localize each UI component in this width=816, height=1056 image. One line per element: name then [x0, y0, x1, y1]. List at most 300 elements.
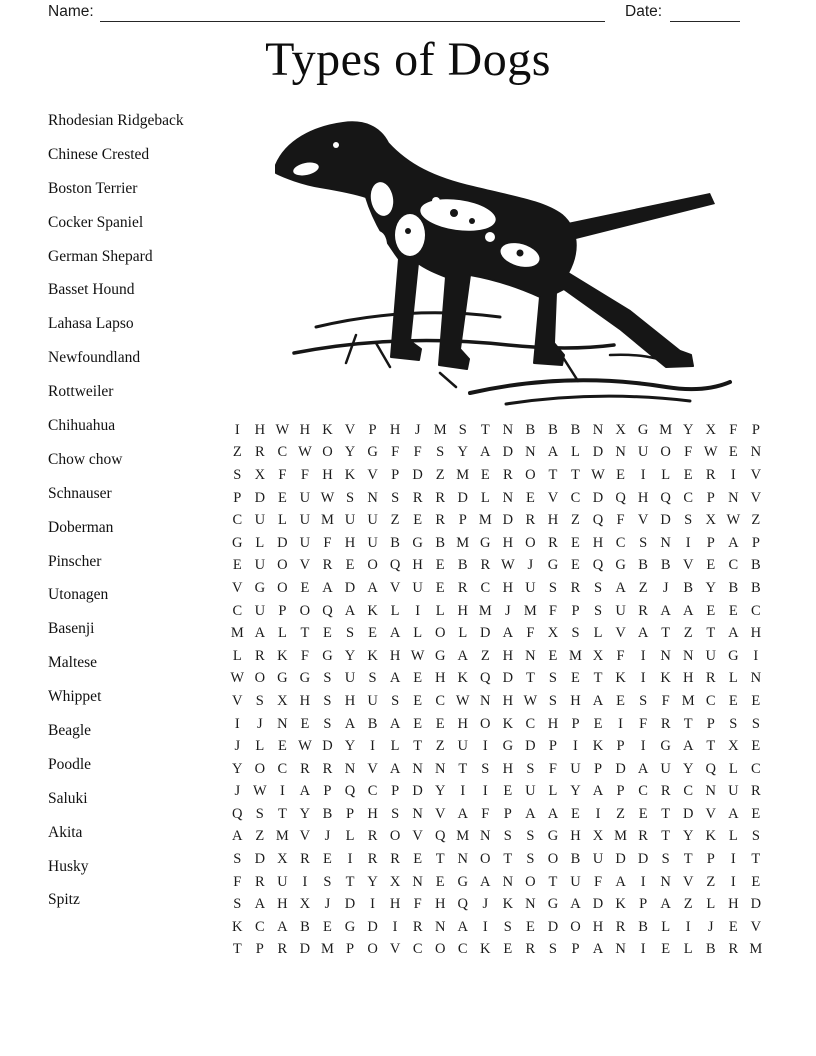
grid-cell: V [367, 760, 378, 777]
grid-cell: A [728, 534, 739, 551]
grid-cell: M [749, 941, 763, 958]
grid-cell: X [547, 625, 559, 642]
grid-cell: H [570, 692, 581, 709]
grid-cell: N [480, 692, 491, 709]
grid-cell: F [413, 896, 422, 913]
grid-cell: A [728, 625, 739, 642]
grid-cell: C [751, 760, 761, 777]
grid-cell: E [413, 715, 423, 732]
grid-cell: U [412, 579, 423, 596]
grid-cell: N [412, 873, 423, 890]
grid-cell: F [593, 873, 603, 890]
grid-cell: H [502, 579, 514, 596]
grid-cell: F [661, 692, 670, 709]
grid-cell: E [232, 557, 242, 574]
grid-cell: L [390, 602, 400, 619]
grid-cell: Z [435, 466, 445, 483]
grid-cell: Q [592, 557, 604, 574]
grid-cell: Z [751, 512, 761, 529]
grid-cell: N [502, 421, 514, 438]
grid-cell: D [254, 489, 266, 506]
grid-cell: R [390, 851, 400, 868]
grid-cell: V [615, 625, 626, 642]
word-list-item: Pinscher [48, 552, 102, 570]
grid-cell: S [639, 534, 648, 551]
grid-cell: E [751, 805, 761, 822]
grid-cell: U [299, 512, 311, 529]
grid-cell: F [639, 715, 648, 732]
grid-cell: I [234, 421, 240, 438]
grid-cell: S [684, 512, 693, 529]
grid-cell: R [525, 941, 536, 958]
grid-cell: O [322, 444, 333, 461]
grid-cell: D [592, 896, 604, 913]
grid-cell: G [344, 918, 356, 935]
grid-cell: B [457, 557, 468, 574]
grid-cell: E [323, 918, 332, 935]
grid-cell: G [367, 444, 378, 461]
grid-cell: S [233, 466, 242, 483]
grid-cell: L [345, 828, 355, 845]
grid-cell: K [705, 828, 716, 845]
grid-cell: V [299, 557, 311, 574]
grid-cell: E [300, 715, 310, 732]
grid-cell: R [322, 557, 333, 574]
grid-cell: Z [638, 579, 648, 596]
grid-cell: T [435, 851, 445, 868]
grid-cell: X [389, 873, 401, 890]
grid-cell: A [389, 670, 401, 687]
grid-cell: I [482, 783, 488, 800]
grid-cell: S [503, 918, 512, 935]
grid-cell: O [547, 851, 559, 868]
grid-cell: R [254, 444, 265, 461]
grid-cell: S [233, 896, 242, 913]
grid-cell: L [255, 534, 265, 551]
grid-cell: F [413, 444, 422, 461]
grid-cell: U [299, 489, 311, 506]
grid-cell: G [502, 738, 514, 755]
grid-cell: B [322, 805, 333, 822]
grid-cell: P [593, 760, 603, 777]
grid-cell: L [435, 602, 445, 619]
grid-cell: S [323, 670, 332, 687]
grid-cell: T [751, 851, 761, 868]
date-label: Date: [625, 3, 663, 20]
grid-cell: E [525, 918, 535, 935]
grid-cell: Y [367, 873, 378, 890]
grid-cell: V [682, 557, 694, 574]
grid-cell: M [614, 828, 628, 845]
grid-cell: A [728, 805, 739, 822]
grid-cell: O [389, 828, 401, 845]
grid-cell: A [525, 805, 536, 822]
grid-cell: M [478, 602, 492, 619]
grid-cell: V [682, 873, 694, 890]
grid-cell: T [300, 625, 310, 642]
grid-cell: T [683, 715, 693, 732]
grid-cell: I [392, 918, 398, 935]
grid-cell: H [570, 828, 581, 845]
grid-cell: Y [457, 444, 468, 461]
grid-cell: H [254, 421, 266, 438]
grid-cell: V [750, 489, 762, 506]
grid-cell: T [661, 625, 671, 642]
grid-cell: E [593, 715, 603, 732]
grid-cell: P [706, 715, 715, 732]
grid-cell: I [730, 873, 736, 890]
grid-cell: E [435, 873, 445, 890]
grid-cell: S [571, 625, 580, 642]
grid-cell: D [682, 805, 694, 822]
grid-cell: A [389, 760, 401, 777]
grid-cell: V [750, 466, 762, 483]
grid-cell: C [232, 602, 243, 619]
grid-cell: O [277, 557, 288, 574]
grid-cell: G [637, 421, 649, 438]
grid-cell: W [298, 444, 312, 461]
grid-cell: M [321, 512, 334, 529]
grid-cell: D [480, 625, 491, 642]
grid-cell: Q [592, 512, 604, 529]
grid-cell: J [324, 896, 331, 913]
grid-cell: G [457, 873, 468, 890]
grid-cell: R [300, 760, 310, 777]
grid-cell: D [660, 512, 671, 529]
grid-cell: A [592, 941, 604, 958]
grid-cell: S [255, 805, 264, 822]
grid-cell: U [615, 602, 626, 619]
grid-cell: O [434, 625, 446, 642]
grid-cell: S [548, 670, 557, 687]
grid-cell: A [547, 444, 559, 461]
grid-cell: W [591, 466, 605, 483]
grid-cell: S [548, 692, 557, 709]
grid-cell: Z [232, 444, 242, 461]
grid-cell: K [615, 670, 626, 687]
grid-cell: S [323, 715, 332, 732]
grid-cell: A [457, 918, 468, 935]
grid-cell: U [457, 738, 468, 755]
grid-cell: E [300, 579, 310, 596]
grid-cell: A [277, 918, 288, 935]
grid-cell: H [592, 918, 604, 935]
grid-cell: P [255, 941, 264, 958]
grid-cell: S [503, 828, 512, 845]
grid-cell: D [412, 466, 423, 483]
word-list-item: Akita [48, 823, 83, 841]
grid-cell: D [412, 783, 423, 800]
grid-cell: V [434, 805, 446, 822]
grid-cell: G [660, 738, 671, 755]
grid-cell: Z [390, 512, 400, 529]
grid-cell: H [457, 715, 468, 732]
grid-cell: R [412, 918, 423, 935]
grid-cell: P [323, 783, 332, 800]
grid-cell: D [547, 918, 559, 935]
grid-cell: I [482, 918, 488, 935]
grid-cell: D [502, 670, 514, 687]
grid-cell: A [547, 805, 559, 822]
grid-cell: N [525, 647, 536, 664]
grid-cell: G [547, 828, 559, 845]
grid-cell: U [367, 534, 378, 551]
grid-cell: B [683, 579, 694, 596]
grid-cell: E [413, 670, 423, 687]
grid-cell: Y [705, 579, 716, 596]
grid-cell: R [254, 873, 265, 890]
grid-cell: K [367, 602, 378, 619]
grid-cell: P [233, 489, 242, 506]
grid-cell: A [502, 625, 514, 642]
grid-cell: N [682, 647, 694, 664]
grid-cell: T [661, 805, 671, 822]
grid-cell: B [435, 534, 446, 551]
grid-cell: P [751, 421, 760, 438]
grid-cell: O [570, 918, 581, 935]
grid-cell: H [502, 692, 514, 709]
grid-cell: F [481, 805, 490, 822]
grid-cell: H [389, 896, 401, 913]
grid-cell: O [299, 602, 311, 619]
grid-cell: I [573, 738, 578, 755]
grid-cell: A [299, 783, 311, 800]
grid-cell: O [480, 715, 491, 732]
grid-cell: I [415, 602, 421, 619]
grid-cell: M [569, 647, 582, 664]
grid-cell: M [523, 602, 537, 619]
grid-cell: K [480, 941, 491, 958]
grid-cell: K [367, 647, 378, 664]
grid-cell: S [751, 828, 760, 845]
grid-cell: O [254, 670, 266, 687]
word-list-item: Husky [48, 857, 89, 875]
grid-cell: M [456, 534, 470, 551]
grid-cell: A [344, 602, 356, 619]
grid-cell: P [503, 805, 512, 822]
grid-cell: A [344, 715, 356, 732]
grid-cell: L [728, 828, 738, 845]
grid-cell: H [277, 896, 288, 913]
grid-cell: A [322, 579, 333, 596]
grid-cell: N [502, 489, 514, 506]
word-list-item: German Shepard [48, 247, 153, 265]
grid-cell: R [660, 783, 671, 800]
grid-cell: K [615, 896, 626, 913]
word-list-item: Whippet [48, 688, 102, 706]
word-list-item: Chow chow [48, 450, 123, 468]
grid-cell: Y [299, 805, 311, 822]
grid-cell: L [571, 444, 580, 461]
grid-cell: S [345, 625, 355, 642]
grid-cell: A [615, 873, 626, 890]
grid-cell: E [525, 489, 535, 506]
grid-cell: K [344, 466, 356, 483]
grid-cell: D [344, 579, 356, 596]
grid-cell: H [299, 421, 311, 438]
grid-cell: B [660, 557, 671, 574]
grid-cell: T [458, 760, 468, 777]
grid-cell: Q [344, 783, 356, 800]
grid-cell: F [616, 512, 625, 529]
grid-cell: C [367, 783, 378, 800]
grid-cell: R [525, 512, 536, 529]
grid-cell: H [457, 602, 468, 619]
grid-cell: H [547, 715, 559, 732]
grid-cell: Z [683, 625, 693, 642]
grid-cell: A [615, 579, 626, 596]
grid-cell: D [344, 896, 356, 913]
grid-cell: V [299, 828, 311, 845]
grid-cell: M [433, 421, 447, 438]
word-list-item: Schnauser [48, 484, 112, 502]
grid-cell: A [480, 873, 491, 890]
grid-cell: F [391, 444, 400, 461]
word-list-item: Beagle [48, 722, 92, 740]
grid-cell: M [456, 828, 470, 845]
grid-cell: R [457, 579, 468, 596]
grid-cell: S [751, 715, 760, 732]
grid-cell: T [548, 466, 558, 483]
grid-cell: J [662, 579, 669, 596]
grid-cell: W [410, 647, 425, 664]
grid-cell: A [389, 715, 401, 732]
grid-cell: P [571, 941, 580, 958]
grid-cell: E [503, 783, 513, 800]
grid-cell: L [255, 738, 265, 755]
grid-cell: N [660, 873, 671, 890]
grid-cell: B [570, 851, 581, 868]
grid-cell: I [640, 941, 646, 958]
grid-cell: O [525, 534, 536, 551]
grid-cell: U [570, 873, 581, 890]
letter-grid [226, 419, 767, 961]
grid-cell: X [705, 421, 716, 438]
grid-cell: L [661, 918, 671, 935]
name-label: Name: [48, 3, 94, 20]
grid-cell: U [660, 760, 671, 777]
grid-cell: R [638, 602, 648, 619]
grid-cell: Y [682, 421, 694, 438]
grid-cell: L [277, 512, 287, 529]
grid-cell: B [751, 557, 761, 574]
grid-cell: Q [389, 557, 401, 574]
grid-cell: I [685, 918, 691, 935]
grid-cell: E [368, 625, 377, 642]
grid-cell: B [638, 918, 648, 935]
grid-cell: T [571, 466, 580, 483]
grid-cell: Z [435, 738, 445, 755]
grid-cell: Z [706, 873, 716, 890]
word-list-item: Boston Terrier [48, 179, 138, 197]
grid-cell: I [730, 851, 736, 868]
grid-cell: N [412, 760, 423, 777]
grid-cell: K [502, 896, 514, 913]
grid-cell: Q [322, 602, 333, 619]
grid-cell: K [592, 738, 604, 755]
grid-cell: U [254, 602, 266, 619]
grid-cell: D [322, 738, 333, 755]
grid-cell: H [502, 760, 514, 777]
grid-cell: E [706, 602, 716, 619]
grid-cell: V [232, 579, 243, 596]
grid-cell: U [525, 783, 536, 800]
word-list-item: Doberman [48, 518, 114, 536]
grid-cell: S [323, 873, 332, 890]
grid-cell: K [457, 670, 468, 687]
grid-cell: D [615, 851, 626, 868]
grid-cell: S [345, 489, 355, 506]
grid-cell: D [592, 489, 604, 506]
grid-cell: A [254, 896, 266, 913]
grid-cell: H [750, 625, 762, 642]
grid-cell: R [503, 466, 513, 483]
grid-cell: F [684, 444, 693, 461]
grid-cell: C [457, 941, 468, 958]
grid-cell: A [367, 579, 378, 596]
grid-cell: D [592, 444, 604, 461]
grid-cell: P [616, 783, 625, 800]
grid-cell: G [277, 670, 288, 687]
grid-cell: C [615, 534, 626, 551]
grid-cell: E [413, 851, 423, 868]
grid-cell: S [233, 851, 242, 868]
grid-cell: S [391, 692, 400, 709]
grid-cell: A [389, 625, 401, 642]
grid-cell: D [277, 534, 288, 551]
grid-cell: Q [480, 670, 491, 687]
grid-cell: A [254, 625, 266, 642]
grid-cell: J [505, 602, 511, 619]
grid-cell: K [232, 918, 243, 935]
grid-cell: R [367, 828, 378, 845]
grid-cell: W [252, 783, 267, 800]
grid-cell: S [548, 941, 557, 958]
grid-cell: U [367, 512, 378, 529]
grid-cell: G [547, 896, 559, 913]
grid-cell: F [548, 602, 557, 619]
grid-cell: E [571, 557, 580, 574]
grid-cell: H [389, 421, 401, 438]
word-list-item: Chinese Crested [48, 145, 150, 163]
grid-cell: W [275, 421, 290, 438]
grid-cell: F [323, 534, 332, 551]
word-list-item: Basenji [48, 620, 95, 638]
grid-cell: J [234, 738, 241, 755]
grid-cell: C [705, 692, 716, 709]
grid-cell: E [503, 941, 513, 958]
grid-cell: U [728, 783, 739, 800]
grid-cell: D [637, 851, 649, 868]
grid-cell: S [481, 760, 490, 777]
grid-cell: H [728, 896, 739, 913]
grid-cell: H [434, 896, 446, 913]
grid-cell: N [412, 805, 423, 822]
grid-cell: R [705, 670, 716, 687]
grid-cell: L [277, 625, 287, 642]
grid-cell: D [615, 760, 626, 777]
grid-cell: H [637, 489, 649, 506]
grid-cell: N [277, 715, 288, 732]
grid-cell: C [277, 444, 288, 461]
grid-cell: S [526, 828, 535, 845]
grid-cell: E [683, 466, 693, 483]
grid-cell: S [255, 692, 264, 709]
grid-cell: R [548, 534, 558, 551]
grid-cell: A [592, 692, 604, 709]
grid-cell: L [232, 647, 242, 664]
grid-cell: W [298, 738, 312, 755]
